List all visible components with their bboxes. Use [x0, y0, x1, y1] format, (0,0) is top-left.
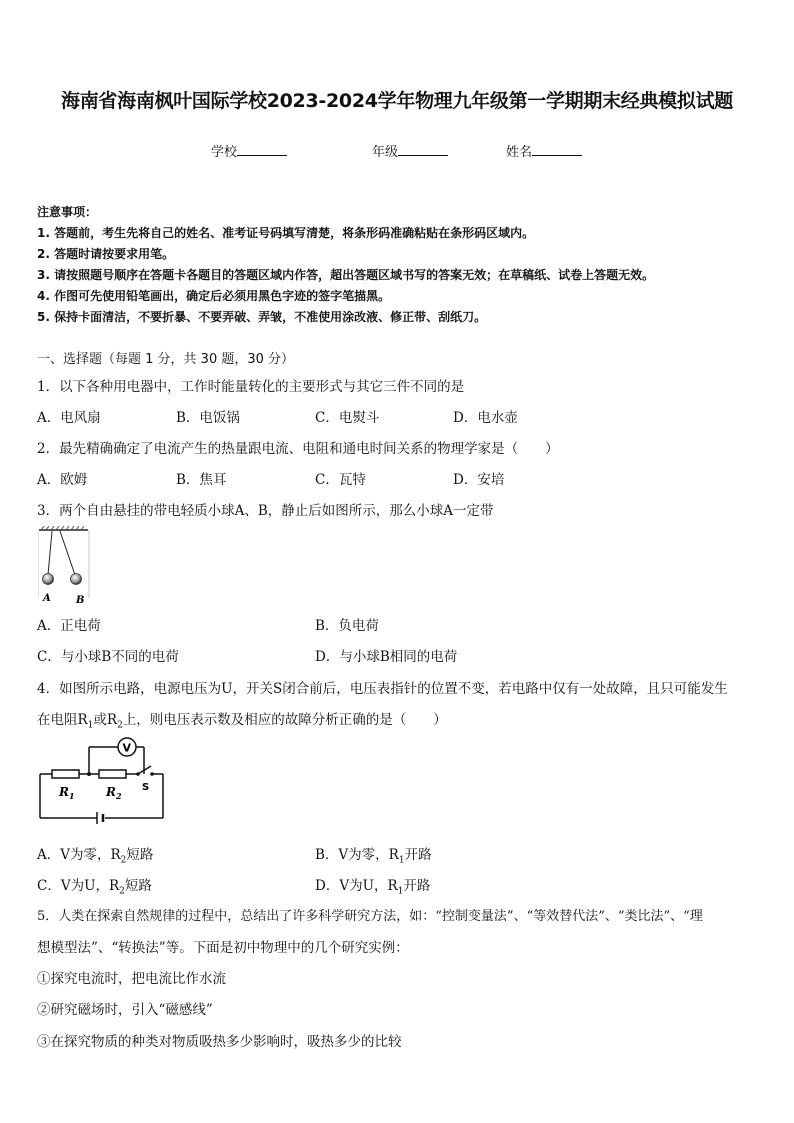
name-blank[interactable]	[532, 141, 582, 156]
q5-example-3: ③在探究物质的种类对物质吸热多少影响时，吸热多少的比较	[37, 1034, 402, 1050]
q5-example-1: ①探究电流时，把电流比作水流	[37, 971, 226, 987]
notice-item: 1. 答题前，考生先将自己的姓名、准考证号码填写清楚，将条形码准确粘贴在条形码区域内。	[37, 226, 535, 240]
q1-option-a[interactable]: A．电风扇	[37, 410, 101, 426]
question-1-stem: 1．以下各种用电器中，工作时能量转化的主要形式与其它三件不同的是	[37, 379, 465, 395]
question-4-stem-line1: 4．如图所示电路，电源电压为U，开关S闭合前后，电压表指针的位置不变，若电路中仅有一处故障，且只可能发生	[37, 681, 728, 697]
question-5-stem-line2: 想模型法”、“转换法”等。下面是初中物理中的几个研究实例：	[37, 940, 409, 956]
q3-option-d[interactable]: D．与小球B相同的电荷	[315, 649, 458, 665]
q1-option-c[interactable]: C．电熨斗	[315, 410, 380, 426]
paper-title: 海南省海南枫叶国际学校2023-2024学年物理九年级第一学期期末经典模拟试题	[61, 90, 733, 112]
school-field[interactable]	[211, 141, 287, 160]
notice-item: 4. 作图可先使用铅笔画出，确定后必须用黑色字迹的签字笔描黑。	[37, 289, 391, 303]
q3-option-a[interactable]: A．正电荷	[37, 618, 101, 634]
notice-item: 3. 请按照题号顺序在答题卡各题目的答题区域内作答，超出答题区域书写的答案无效；在草稿纸、试卷上答题无效。	[37, 268, 655, 282]
notice-item: 5. 保持卡面清洁，不要折暴、不要弄破、弄皱，不准使用涂改液、修正带、刮纸刀。	[37, 310, 487, 324]
name-label: 姓名	[506, 145, 533, 160]
r2-label: $R_2$	[106, 785, 122, 801]
ball-b	[71, 574, 82, 585]
q2-option-c[interactable]: C．瓦特	[315, 472, 366, 488]
section-heading: 一、选择题（每题 1 分，共 30 题，30 分）	[37, 352, 295, 367]
resistor-r1	[52, 770, 79, 778]
grade-blank[interactable]	[398, 141, 448, 156]
school-label: 学校	[211, 145, 238, 160]
q4-option-c[interactable]: C．V为U，$R_2$短路	[37, 878, 152, 897]
question-2-stem: 2．最先精确确定了电流产生的热量跟电流、电阻和通电时间关系的物理学家是（ ）	[37, 441, 559, 457]
charged-balls-figure	[38, 526, 90, 606]
q2-option-a[interactable]: A．欧姆	[37, 472, 88, 488]
question-3-stem: 3．两个自由悬挂的带电轻质小球A、B，静止后如图所示，那么小球A一定带	[37, 503, 494, 519]
grade-label: 年级	[372, 145, 399, 160]
q2-option-d[interactable]: D．安培	[453, 472, 505, 488]
label-a: A	[43, 593, 51, 604]
thread-b	[60, 531, 75, 575]
ball-a	[43, 574, 54, 585]
q2-option-b[interactable]: B．焦耳	[176, 472, 227, 488]
q3-option-b[interactable]: B．负电荷	[315, 618, 379, 634]
q4-option-b[interactable]: B．V为零，$R_1$开路	[315, 847, 432, 866]
circuit-diagram	[38, 736, 168, 828]
label-b: B	[76, 595, 85, 606]
question-5-stem-line1: 5．人类在探索自然规律的过程中，总结出了许多科学研究方法，如：“控制变量法”、“等效替代法”、“类比法”、“理	[37, 909, 703, 924]
q1-option-b[interactable]: B．电饭锅	[176, 410, 240, 426]
q1-option-d[interactable]: D．电水壶	[453, 410, 518, 426]
notice-item: 2. 答题时请按要求用笔。	[37, 247, 175, 261]
notice-heading: 注意事项：	[37, 205, 98, 219]
q5-example-2: ②研究磁场时，引入“磁感线”	[37, 1002, 213, 1018]
thread-a	[48, 531, 52, 575]
q3-option-c[interactable]: C．与小球B不同的电荷	[37, 649, 179, 665]
resistor-r2	[99, 770, 126, 778]
name-field[interactable]	[506, 141, 582, 160]
q4-option-a[interactable]: A．V为零，$R_2$短路	[37, 847, 154, 866]
r1-label: $R_1$	[59, 785, 75, 801]
grade-field[interactable]	[372, 141, 448, 160]
q4-option-d[interactable]: D．V为U，$R_1$开路	[315, 878, 431, 897]
question-4-stem-line2: 在电阻$R_1$或$R_2$上，则电压表示数及相应的故障分析正确的是（ ）	[37, 712, 447, 731]
voltmeter-label: V	[122, 741, 132, 755]
switch-label: S	[142, 782, 150, 793]
school-blank[interactable]	[237, 141, 287, 156]
